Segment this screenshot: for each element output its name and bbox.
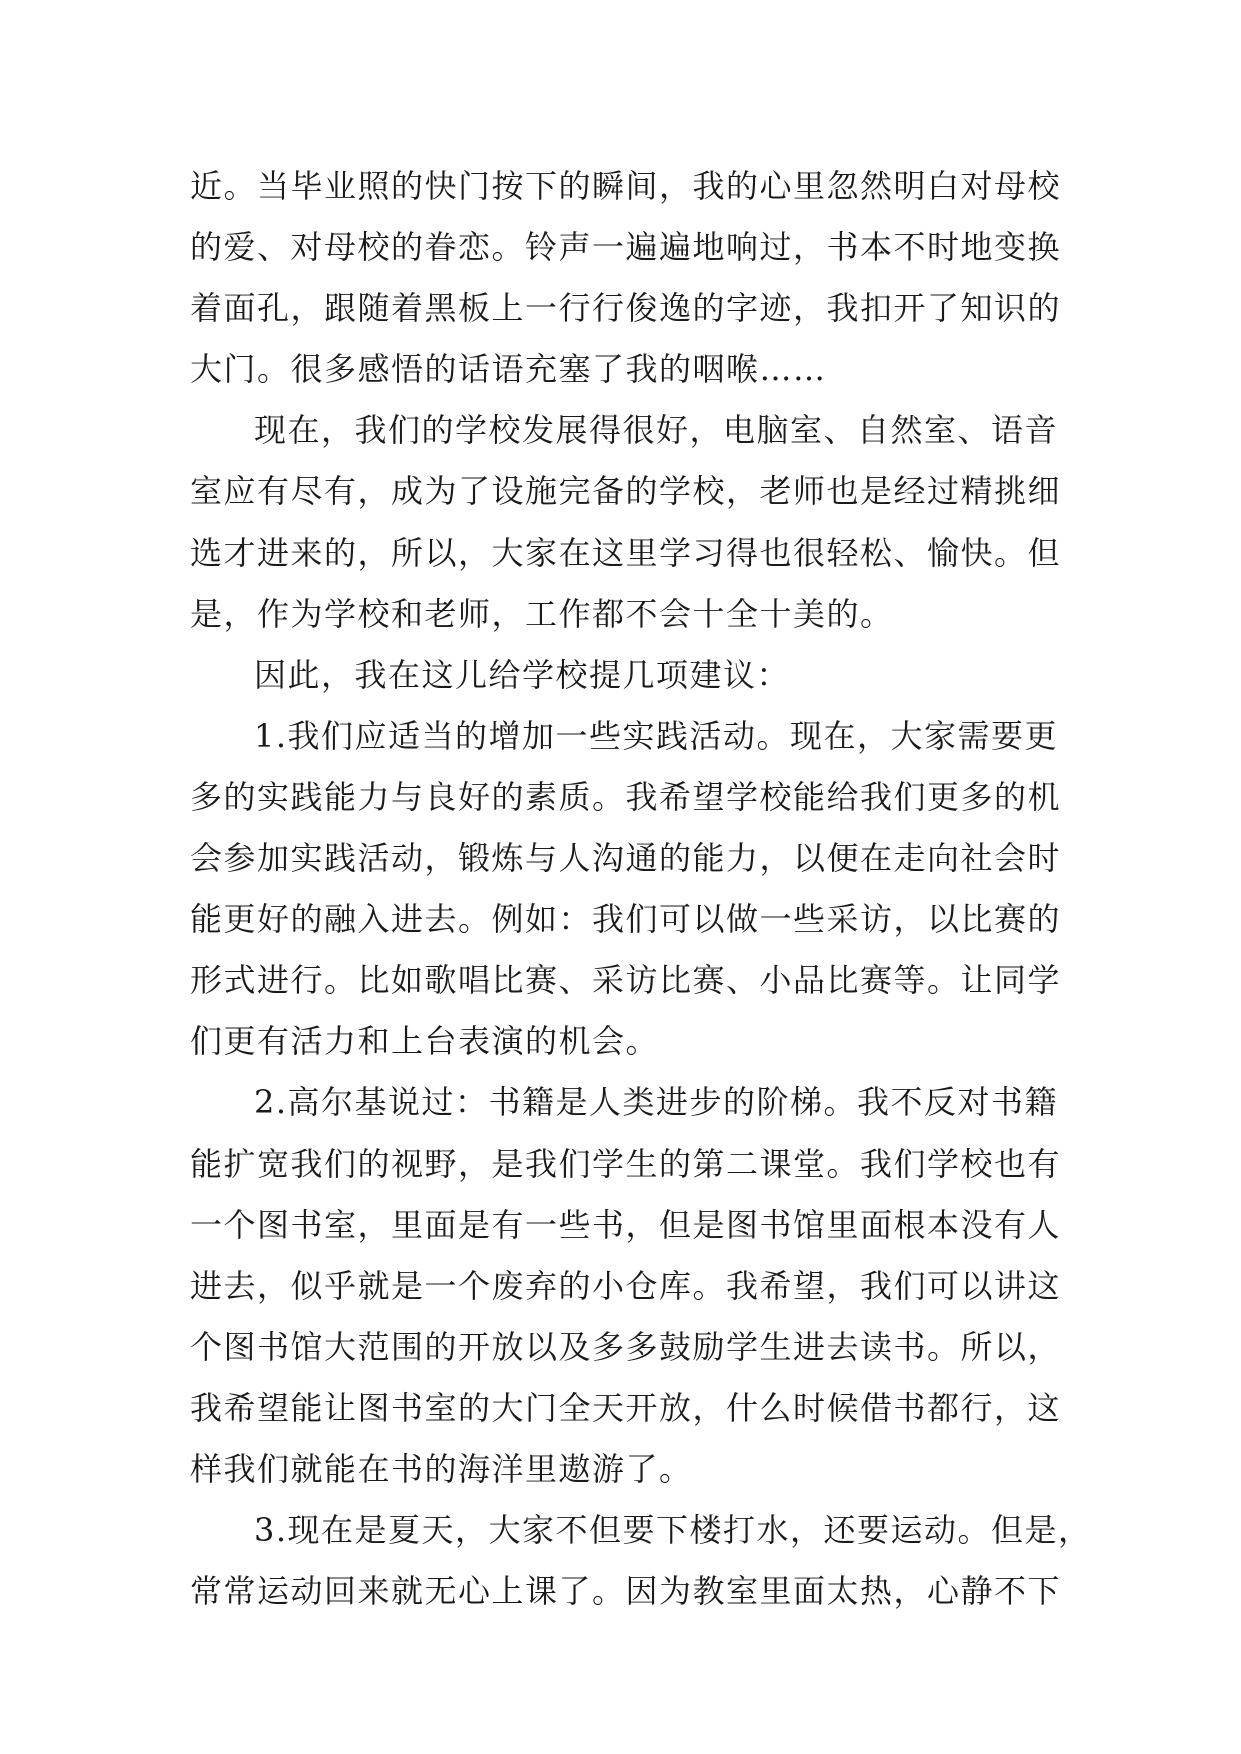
body-text — [190, 156, 1092, 1622]
paragraph-start-line: 因此，我在这儿给学校提几项建议： — [254, 655, 791, 694]
text-line: 常常运动回来就无心上课了。因为教室里面太热，心静不下 — [190, 1572, 1062, 1611]
paragraph-start-line: 现在，我们的学校发展得很好，电脑室、自然室、语音 — [254, 411, 1059, 450]
text-line: 我希望能让图书室的大门全天开放，什么时候借书都行，这 — [190, 1388, 1062, 1427]
text-line: 能扩宽我们的视野，是我们学生的第二课堂。我们学校也有 — [190, 1144, 1062, 1183]
text-line: 大门。很多感悟的话语充塞了我的咽喉…… — [190, 350, 827, 389]
text-line: 是，作为学校和老师，工作都不会十全十美的。 — [190, 594, 894, 633]
text-line: 会参加实践活动，锻炼与人沟通的能力，以便在走向社会时 — [190, 839, 1062, 878]
text-line: 着面孔，跟随着黑板上一行行俊逸的字迹，我扣开了知识的 — [190, 289, 1062, 328]
paragraph-start-line: 2.高尔基说过：书籍是人类进步的阶梯。我不反对书籍 — [254, 1083, 1059, 1122]
text-line: 的爱、对母校的眷恋。铃声一遍遍地响过，书本不时地变换 — [190, 228, 1062, 267]
text-line: 近。当毕业照的快门按下的瞬间，我的心里忽然明白对母校 — [190, 167, 1062, 205]
paragraph-start-line: 1.我们应适当的增加一些实践活动。现在，大家需要更 — [254, 716, 1059, 755]
text-line: 进去，似乎就是一个废弃的小仓库。我希望，我们可以讲这 — [190, 1266, 1062, 1305]
text-line: 们更有活力和上台表演的机会。 — [190, 1022, 660, 1061]
text-line: 一个图书室，里面是有一些书，但是图书馆里面根本没有人 — [190, 1205, 1062, 1244]
text-line: 室应有尽有，成为了设施完备的学校，老师也是经过精挑细 — [190, 472, 1062, 511]
text-line: 多的实践能力与良好的素质。我希望学校能给我们更多的机 — [190, 777, 1062, 816]
text-line: 选才进来的，所以，大家在这里学习得也很轻松、愉快。但 — [190, 533, 1062, 572]
text-line: 个图书馆大范围的开放以及多多鼓励学生进去读书。所以， — [190, 1327, 1062, 1366]
text-line: 形式进行。比如歌唱比赛、采访比赛、小品比赛等。让同学 — [190, 961, 1062, 1000]
text-line: 能更好的融入进去。例如：我们可以做一些采访，以比赛的 — [190, 900, 1062, 939]
text-line: 样我们就能在书的海洋里遨游了。 — [190, 1449, 693, 1488]
paragraph-start-line: 3.现在是夏天，大家不但要下楼打水，还要运动。但是， — [254, 1511, 1092, 1550]
